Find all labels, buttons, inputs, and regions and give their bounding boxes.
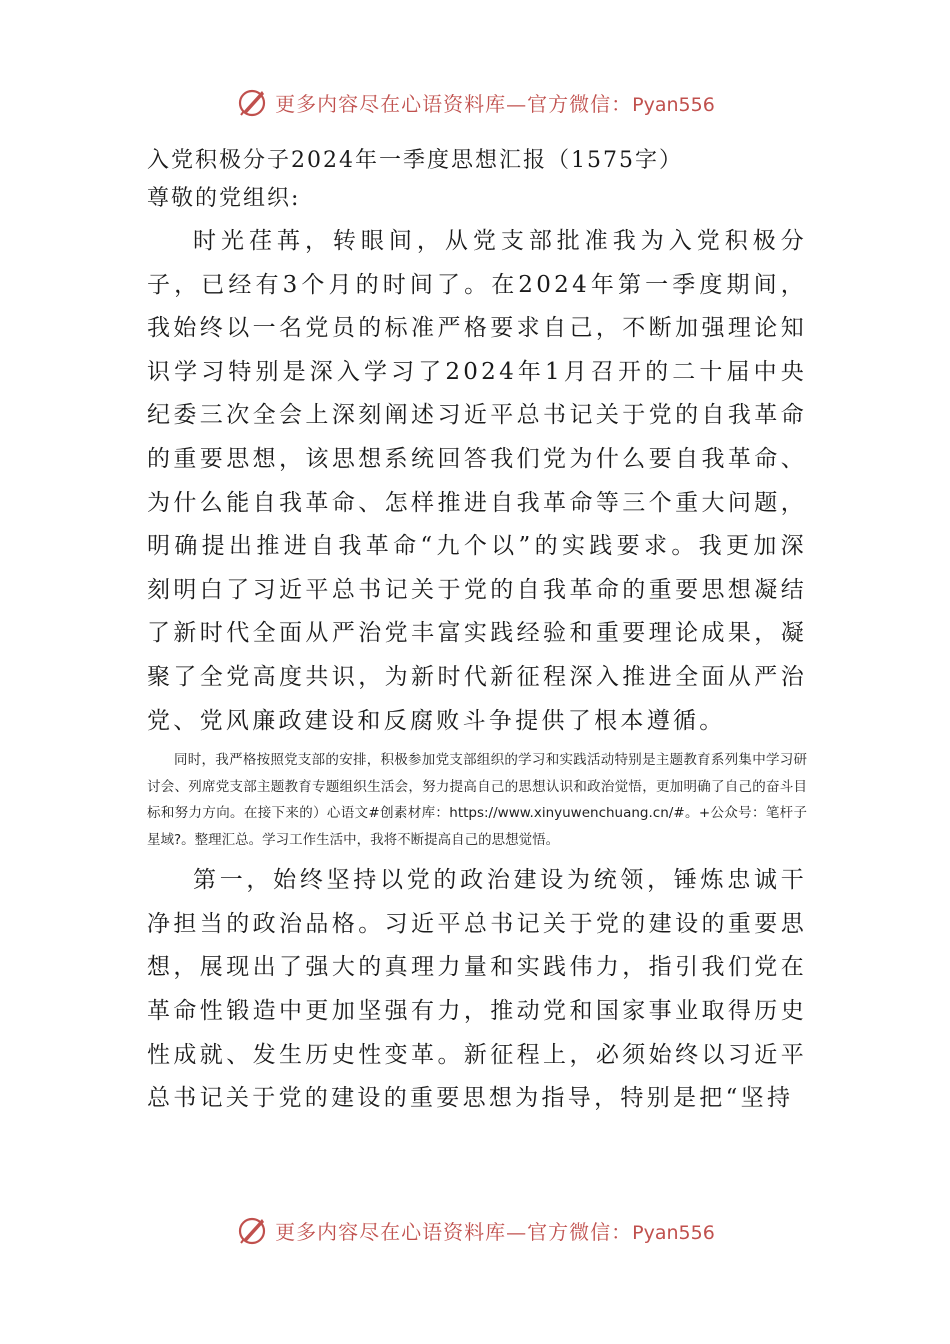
footer-banner-text: 更多内容尽在心语资料库—官方微信：Pyan556 bbox=[275, 1219, 715, 1244]
paragraph-2: 同时，我严格按照党支部的安排，积极参加党支部组织的学习和实践活动特别是主题教育系列集中学习研讨会、列席党支部主题教育专题组织生活会，努力提高自己的思想认识和政治觉悟，更加明确了自己的奋斗目标和努力方向。在接下来的）心语文#创素材库：https://www.xinyuwenchuang.cn/#。+公众号：笔杆子星域?。整理汇总。学习工作生活中，我将不断提高自己的思想觉悟。 bbox=[147, 752, 807, 848]
header-banner bbox=[0, 82, 950, 122]
quill-logo-icon bbox=[235, 85, 269, 119]
paragraph-3: 第一，始终坚持以党的政治建设为统领，锤炼忠诚干净担当的政治品格。习近平总书记关于党的建设的重要思想，展现出了强大的真理力量和实践伟力，指引我们党在革命性锻造中更加坚强有力，推动党和国家事业取得历史性成就、发生历史性变革。新征程上，必须始终以习近平总书记关于党的建设的重要思想为指导，特别是把“坚持 bbox=[147, 867, 807, 1112]
footer-banner bbox=[0, 1210, 950, 1250]
header-banner-text: 更多内容尽在心语资料库—官方微信：Pyan556 bbox=[275, 91, 715, 116]
document-title: 入党积极分子2024年一季度思想汇报（1575字） bbox=[147, 148, 683, 173]
footer-wechat-id: Pyan556 bbox=[632, 1221, 715, 1244]
quill-logo-icon bbox=[235, 1213, 269, 1247]
paragraph-1: 时光荏苒，转眼间，从党支部批准我为入党积极分子，已经有3个月的时间了。在2024年第一季度期间，我始终以一名党员的标准严格要求自己，不断加强理论知识学习特别是深入学习了2024年1月召开的二十届中央纪委三次全会上深刻阐述习近平总书记关于党的自我革命的重要思想，该思想系统回答我们党为什么要自我革命、为什么能自我革命、怎样推进自我革命等三个重大问题，明确提出推进自我革命“九个以”的实践要求。我更加深刻明白了习近平总书记关于党的自我革命的重要思想凝结了新时代全面从严治党丰富实践经验和重要理论成果，凝聚了全党高度共识，为新时代新征程深入推进全面从严治党、党风廉政建设和反腐败斗争提供了根本遵循。 bbox=[147, 228, 807, 734]
salutation: 尊敬的党组织: bbox=[147, 186, 301, 211]
document-body bbox=[147, 142, 807, 1121]
header-wechat-id: Pyan556 bbox=[632, 93, 715, 116]
